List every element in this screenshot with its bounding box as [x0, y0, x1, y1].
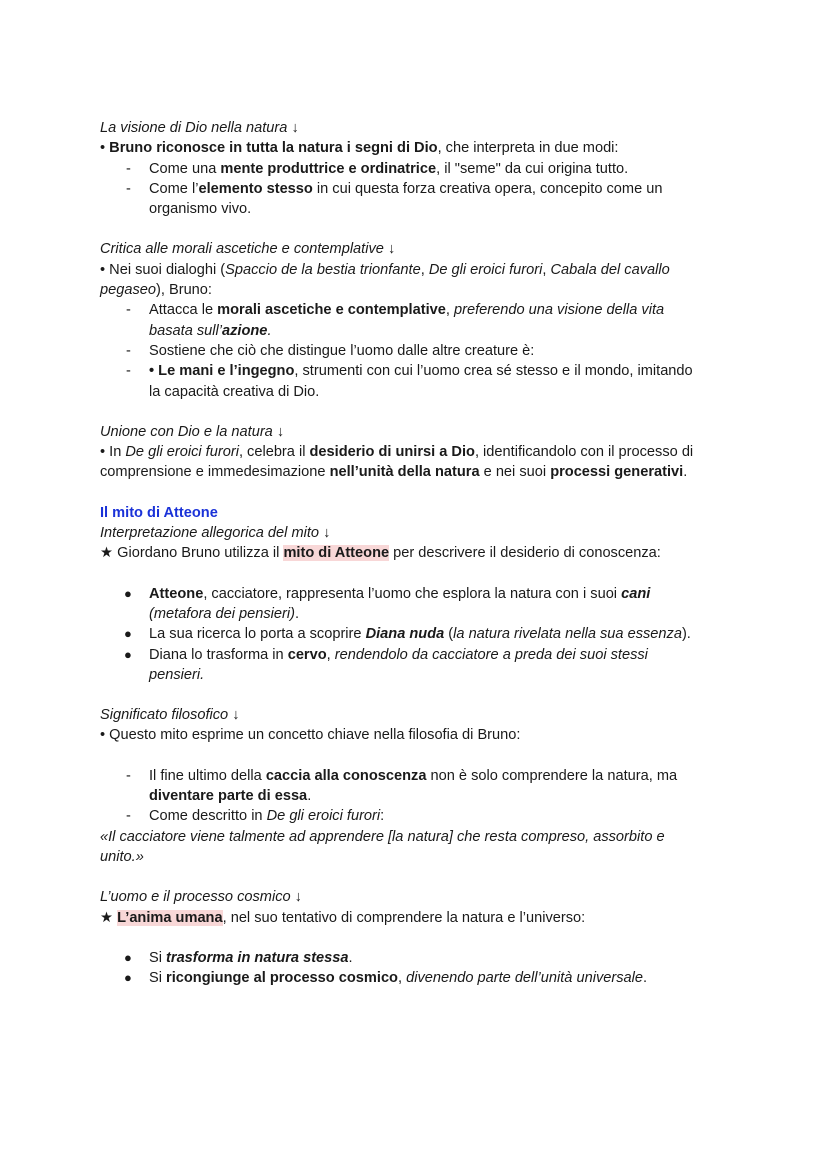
bullet-icon: ●: [124, 949, 132, 965]
bullet-icon: ●: [124, 585, 132, 601]
highlight: mito di Atteone: [283, 545, 390, 562]
dash-marker: -: [126, 363, 131, 380]
paragraph-cont: pegaseo), Bruno:: [100, 282, 212, 299]
section-heading: Interpretazione allegorica del mito ↓: [100, 525, 331, 542]
section-heading: Unione con Dio e la natura ↓: [100, 423, 285, 440]
bullet-item: ● Atteone, cacciatore, rappresenta l’uomo che esplora la natura con i suoi cani (metafora dei pensieri).: [124, 585, 651, 622]
dash-item: - • Le mani e l’ingegno, strumenti con cui l’uomo crea sé stesso e il mondo, imitando la capacità creativa di Dio.: [126, 363, 693, 400]
dash-marker: -: [126, 180, 131, 197]
star-icon: ★: [100, 909, 114, 926]
dash-marker: -: [126, 767, 131, 784]
dash-item: - Come una mente produttrice e ordinatrice, il "seme" da cui origina tutto.: [100, 159, 740, 179]
dash-marker: -: [126, 160, 131, 177]
quote: «Il cacciatore viene talmente ad apprendere [la natura] che resta compreso, assorbito e: [100, 828, 665, 845]
dash-marker: -: [126, 342, 131, 359]
section-heading: Critica alle morali ascetiche e contemplative ↓: [100, 241, 396, 258]
section-heading: Significato filosofico ↓: [100, 707, 240, 724]
paragraph: ★ L’anima umana, nel suo tentativo di comprendere la natura e l’universo:: [100, 909, 586, 926]
star-icon: ★: [100, 545, 114, 562]
section-heading: La visione di Dio nella natura ↓: [100, 120, 299, 136]
dash-marker: -: [126, 808, 131, 825]
dash-marker: -: [126, 302, 131, 319]
quote-cont: unito.»: [100, 848, 144, 865]
paragraph: ★ Giordano Bruno utilizza il mito di Atteone per descrivere il desiderio di conoscenza:: [100, 545, 661, 562]
dash-item: - Sostiene che ciò che distingue l’uomo dalle altre creature è:: [100, 341, 740, 361]
bullet-item: ● Si trasforma in natura stessa.: [100, 948, 740, 968]
dash-item: - Come descritto in De gli eroici furori:: [100, 806, 740, 826]
paragraph: • Questo mito esprime un concetto chiave nella filosofia di Bruno:: [100, 727, 521, 744]
bullet-item: ● Diana lo trasforma in cervo, rendendolo da cacciatore a preda dei suoi stessi pensieri.: [124, 646, 648, 683]
section-title: Il mito di Atteone: [100, 504, 218, 521]
dash-item: - Il fine ultimo della caccia alla conoscenza non è solo comprendere la natura, ma diventare parte di essa.: [126, 767, 678, 805]
section-heading: L’uomo e il processo cosmico ↓: [100, 889, 302, 906]
document-content: [100, 118, 740, 988]
bullet-icon: ●: [124, 970, 132, 986]
bullet-icon: ●: [124, 646, 132, 662]
dash-item: - Come l’elemento stesso in cui questa forza creativa opera, concepito come un organismo vivo.: [126, 180, 663, 218]
highlight: L’anima umana: [117, 909, 223, 926]
bullet-item: ● La sua ricerca lo porta a scoprire Diana nuda (la natura rivelata nella sua essenza).: [100, 624, 740, 644]
paragraph: • Bruno riconosce in tutta la natura i segni di Dio, che interpreta in due modi:: [100, 140, 619, 157]
paragraph: • Nei suoi dialoghi (Spaccio de la bestia trionfante, De gli eroici furori, Cabala del cavallo: [100, 261, 670, 278]
bullet-icon: ●: [124, 626, 132, 642]
paragraph: • In De gli eroici furori, celebra il desiderio di unirsi a Dio, identificandolo con il processo di: [100, 444, 694, 461]
dash-item: - Attacca le morali ascetiche e contemplative, preferendo una visione della vita basata sull’azione.: [126, 302, 665, 339]
paragraph-cont: comprensione e immedesimazione nell’unità della natura e nei suoi processi generativi.: [100, 464, 688, 481]
bullet-item: ● Si ricongiunge al processo cosmico, divenendo parte dell’unità universale.: [100, 968, 740, 988]
